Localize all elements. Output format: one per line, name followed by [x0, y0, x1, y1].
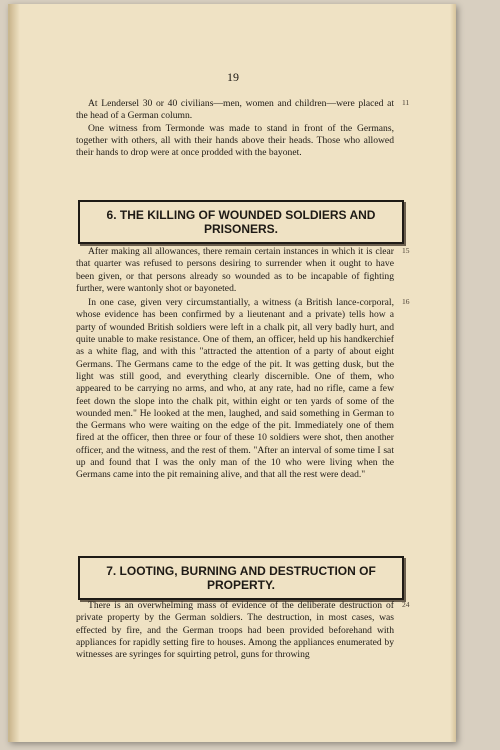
paragraph-text: At Lendersel 30 or 40 civilians—men, women and children—were placed at the head of a German column.	[76, 98, 394, 122]
paragraph	[76, 297, 410, 481]
text-block-3	[76, 600, 410, 661]
section-heading-7: 7. LOOTING, BURNING AND DESTRUCTION OF PROPERTY.	[78, 556, 404, 600]
paragraph-text: In one case, given very circumstantially, a witness (a British lance-corporal, whose evidence has been confirmed by a lieutenant and a private) tells how a party of wounded British soldiers were left in a chalk pit, all very badly hurt, and quite unable to make resistance. One of them, an officer, held up his handkerchief as a white flag, and with this "attracted the attention of a party of about eight Germans. The Germans came to the edge of the pit. It was getting dusk, but the light was still good, and everything clearly discernible. One of them, who appeared to be carrying no arms, and who, at any rate, had no rifle, came a few feet down the slope into the chalk pit, within eight or ten yards of some of the wounded men." He looked at the men, laughed, and said something in German to the Germans who were waiting on the edge of the pit. Immediately one of them fired at the officer, then three or four of these 10 soldiers were shot, then another officer, and the witness, and the rest of them. "After an interval of some time I sat up and found that I was the only man of the 10 who were living when the Germans came into the pit remaining alive, and that all the rest were dead."	[76, 297, 394, 481]
paragraph	[76, 600, 410, 661]
text-block-2	[76, 246, 410, 482]
paragraph-text: There is an overwhelming mass of evidence of the deliberate destruction of private property by the German soldiers. The destruction, in most cases, was effected by fire, and the German troops had been provided beforehand with appliances for rapidly setting fire to houses. Among the appliances enumerated by witnesses are syringes for squirting petrol, guns for throwing	[76, 600, 394, 661]
text-block-1	[76, 98, 410, 159]
margin-note: 16	[402, 297, 410, 307]
page-edge-shadow	[450, 4, 456, 742]
paragraph	[76, 98, 410, 123]
paragraph-text: One witness from Termonde was made to stand in front of the Germans, together with others, all with their hands above their heads. Those who allowed their hands to drop were at once prodded with the bayonet.	[76, 122, 394, 159]
paragraph	[76, 246, 410, 295]
paragraph-text: After making all allowances, there remain certain instances in which it is clear that quarter was refused to persons desiring to surrender when it ought to have been given, or that persons already so wounded as to be incapable of fighting further, were wantonly shot or bayoneted.	[76, 246, 394, 294]
book-page	[8, 4, 456, 742]
section-heading-6: 6. THE KILLING OF WOUNDED SOLDIERS AND PRISONERS.	[78, 200, 404, 244]
page-spine-shadow	[10, 4, 20, 742]
margin-note: 11	[402, 98, 410, 107]
margin-note: 24	[402, 600, 410, 609]
page-number: 19	[227, 70, 239, 84]
paragraph	[76, 123, 394, 160]
margin-note: 15	[402, 246, 410, 255]
